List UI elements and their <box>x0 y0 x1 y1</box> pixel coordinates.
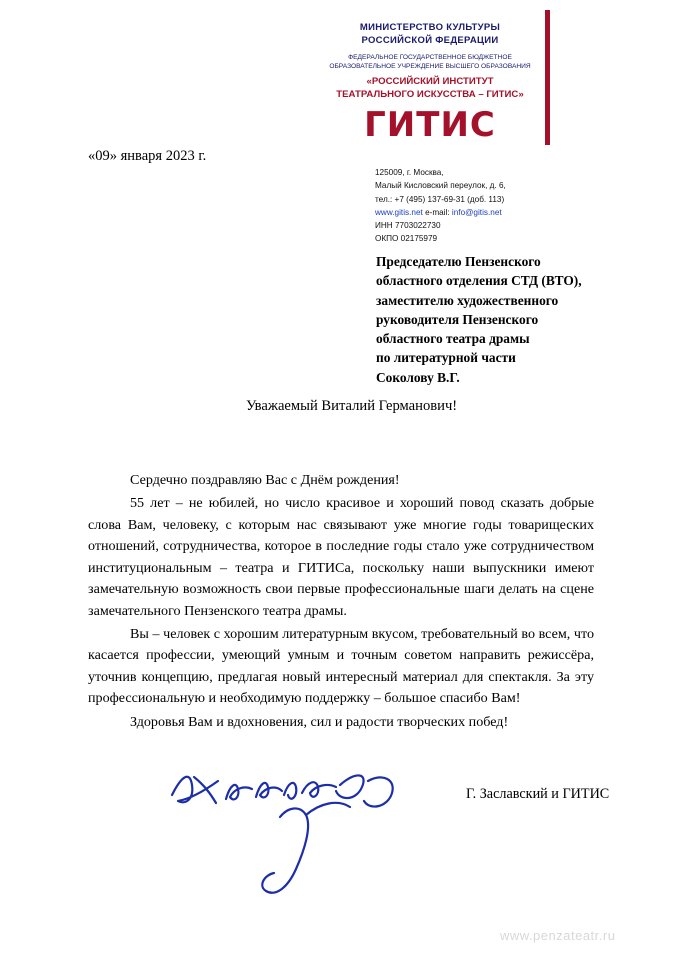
institute-name-line-2: ТЕАТРАЛЬНОГО ИСКУССТВА – ГИТИС» <box>336 89 524 100</box>
institution-type <box>300 53 560 71</box>
addressee-line-6: по литературной части <box>376 350 516 366</box>
ministry-name <box>300 22 560 48</box>
document-date: «09» января 2023 г. <box>88 148 207 164</box>
contact-block <box>375 166 506 246</box>
ministry-line-1: МИНИСТЕРСТВО КУЛЬТУРЫ <box>359 22 501 33</box>
paragraph: Здоровья Вам и вдохновения, сил и радости творческих побед! <box>130 713 509 730</box>
salutation: Уважаемый Виталий Германович! <box>246 398 458 414</box>
addressee-block <box>376 252 656 387</box>
handwritten-signature <box>160 755 430 905</box>
contact-email-label: e-mail: <box>425 207 450 217</box>
gitis-logo: ГИТИС <box>364 104 496 145</box>
addressee-line-1: Председателю Пензенского <box>376 254 541 269</box>
paragraph: Вы – человек с хорошим литературным вкусом, требовательный во всем, что касается профессии, умеющий умным и точным советом направить режиссёра, уточнив концепцию, предлагая новый интересный материал для спектакля. За эту профессиональную и необходимую поддержку – большое спасибо Вам! <box>88 625 594 707</box>
contact-website[interactable]: www.gitis.net <box>375 207 423 217</box>
institute-name-line-1: «РОССИЙСКИЙ ИНСТИТУТ <box>366 76 494 88</box>
addressee-line-2: областного отделения СТД (ВТО), <box>376 273 582 289</box>
addressee-line-4: руководителя Пензенского <box>376 311 539 327</box>
institute-name <box>300 76 560 102</box>
signatory-name: Г. Заславский и ГИТИС <box>466 786 610 802</box>
paragraph: Сердечно поздравляю Вас с Днём рождения! <box>130 472 400 488</box>
addressee-line-7: Соколову В.Г. <box>376 369 460 385</box>
contact-phone: тел.: +7 (495) 137-69-31 (доб. 113) <box>375 194 505 204</box>
contact-inn: ИНН 7703022730 <box>375 221 441 231</box>
letterhead <box>300 22 560 145</box>
addressee-line-5: областного театра драмы <box>376 331 530 347</box>
contact-web-row <box>375 206 506 219</box>
letter-body <box>88 470 594 735</box>
addressee-line-3: заместителю художественного <box>376 292 559 308</box>
contact-okpo: ОКПО 02175979 <box>375 234 438 244</box>
institution-type-line-1: ФЕДЕРАЛЬНОЕ ГОСУДАРСТВЕННОЕ БЮДЖЕТНОЕ <box>348 53 512 61</box>
contact-address-line-1: 125009, г. Москва, <box>375 168 444 177</box>
ministry-line-2: РОССИЙСКОЙ ФЕДЕРАЦИИ <box>361 34 499 46</box>
paragraph: 55 лет – не юбилей, но число красивое и хороший повод сказать добрые слова Вам, человеку, с которым нас связывают уже многие годы товарищеских отношений, сотрудничества, которое в последние годы стало уже сотрудничеством институциональным – театра и ГИТИСа, поскольку наши выпускники имеют замечательную возможность свои первые профессиональные шаги делать на сцене замечательного Пензенского театра драмы. <box>88 495 594 619</box>
contact-email[interactable]: info@gitis.net <box>451 207 502 217</box>
watermark: www.penzateatr.ru <box>500 928 616 943</box>
institution-type-line-2: ОБРАЗОВАТЕЛЬНОЕ УЧРЕЖДЕНИЕ ВЫСШЕГО ОБРАЗОВАНИЯ <box>329 62 531 70</box>
contact-address-line-2: Малый Кисловский переулок, д. 6, <box>375 181 506 191</box>
